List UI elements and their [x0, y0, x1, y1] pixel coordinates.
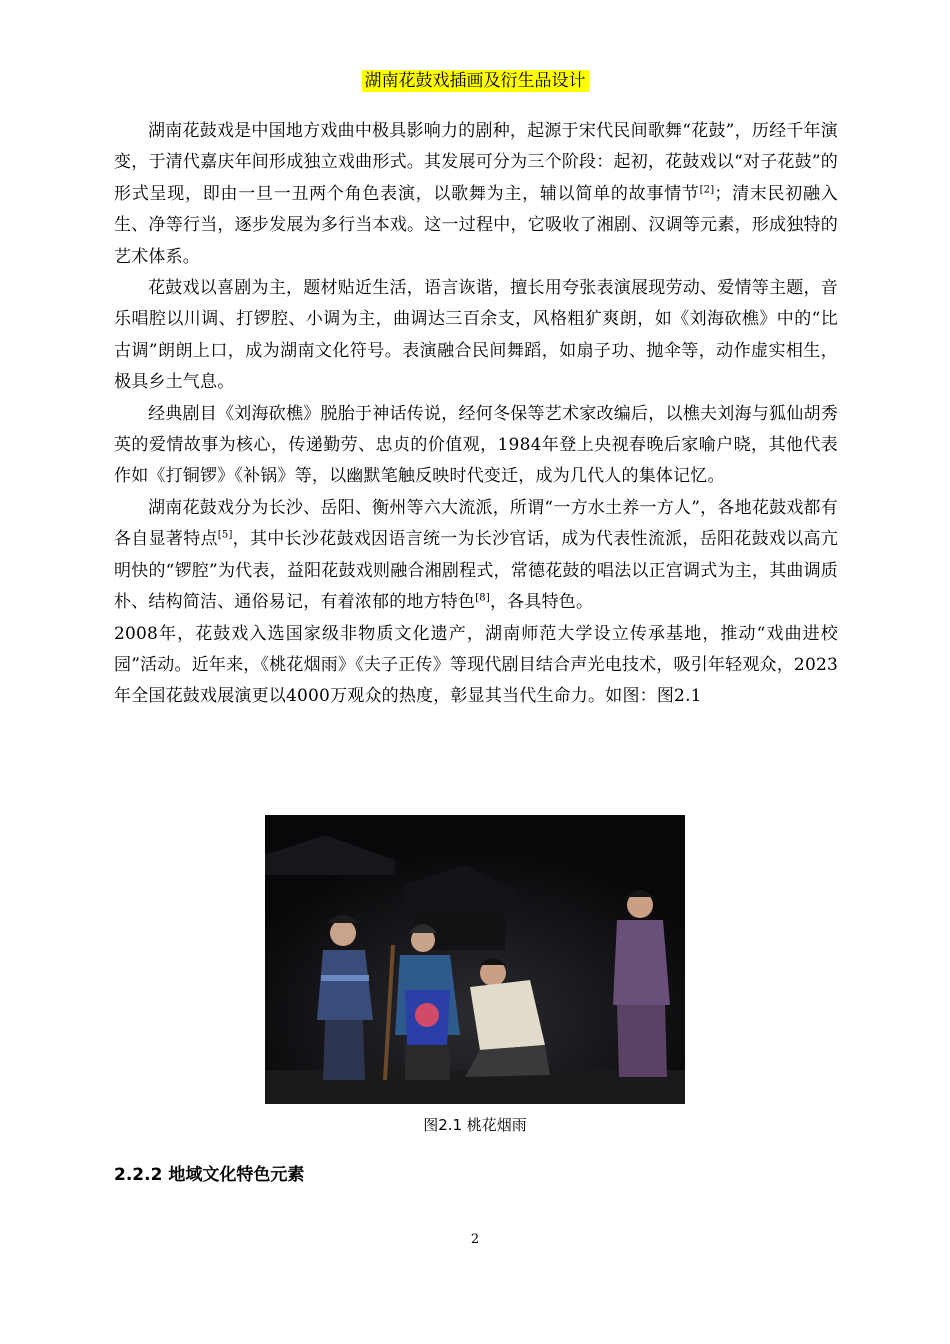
document-header	[0, 66, 950, 91]
paragraph-4-text-a: 湖南花鼓戏分为长沙、岳阳、衡州等六大流派，所谓“一方水土养一方人”，各地花鼓戏都有各自显著特点	[114, 497, 838, 550]
paragraph-1-text-b: ；清末民初融入生、净等行当，逐步发展为多行当本戏。这一过程中，它吸收了湘剧、汉调等元素，形成独特的艺术体系。	[114, 183, 838, 267]
paragraph-1	[114, 116, 838, 273]
header-title: 湖南花鼓戏插画及衍生品设计	[362, 70, 589, 92]
section-heading: 2.2.2 地域文化特色元素	[114, 1165, 305, 1185]
paragraph-2: 花鼓戏以喜剧为主，题材贴近生活，语言诙谐，擅长用夸张表演展现劳动、爱情等主题，音乐唱腔以川调、打锣腔、小调为主，曲调达三百余支，风格粗犷爽朗，如《刘海砍樵》中的“比古调”朗朗上口，成为湖南文化符号。表演融合民间舞蹈，如扇子功、抛伞等，动作虚实相生，极具乡土气息。	[114, 278, 838, 393]
stage-photo-illustration	[265, 815, 685, 1104]
stage-photo	[265, 815, 685, 1104]
paragraph-4	[114, 493, 838, 619]
figure-caption: 图2.1 桃花烟雨	[423, 1116, 527, 1134]
citation-ref: [2]	[699, 184, 715, 196]
paragraph-1-text-a: 湖南花鼓戏是中国地方戏曲中极具影响力的剧种，起源于宋代民间歌舞“花鼓”，历经千年演变，于清代嘉庆年间形成独立戏曲形式。其发展可分为三个阶段：起初，花鼓戏以“对子花鼓”的形式呈现，即由一旦一丑两个角色表演，以歌舞为主，辅以简单的故事情节	[114, 121, 838, 204]
paragraph-3: 经典剧目《刘海砍樵》脱胎于神话传说，经何冬保等艺术家改编后，以樵夫刘海与狐仙胡秀英的爱情故事为核心，传递勤劳、忠贞的价值观，1984年登上央视春晚后家喻户晓，其他代表作如《打铜锣》《补锅》等，以幽默笔触反映时代变迁，成为几代人的集体记忆。	[114, 403, 838, 487]
body-text	[114, 116, 838, 713]
citation-ref: [5]	[217, 529, 233, 541]
page-number: 2	[470, 1232, 480, 1247]
paragraph-5: 2008年，花鼓戏入选国家级非物质文化遗产，湖南师范大学设立传承基地，推动“戏曲进校园”活动。近年来，《桃花烟雨》《夫子正传》等现代剧目结合声光电技术，吸引年轻观众，2023年全国花鼓戏展演更以4000万观众的热度，彰显其当代生命力。如图：图2.1	[114, 623, 838, 707]
citation-ref: [8]	[475, 592, 490, 604]
paragraph-4-text-c: ，各具特色。	[489, 592, 594, 613]
paragraph-4-text-b: ，其中长沙花鼓戏因语言统一为长沙官话，成为代表性流派，岳阳花鼓戏以高亢明快的“锣腔”为代表，益阳花鼓戏则融合湘剧程式，常德花鼓的唱法以正宫调式为主，其曲调质朴、结构简洁、通俗易记，有着浓郁的地方特色	[114, 529, 839, 613]
